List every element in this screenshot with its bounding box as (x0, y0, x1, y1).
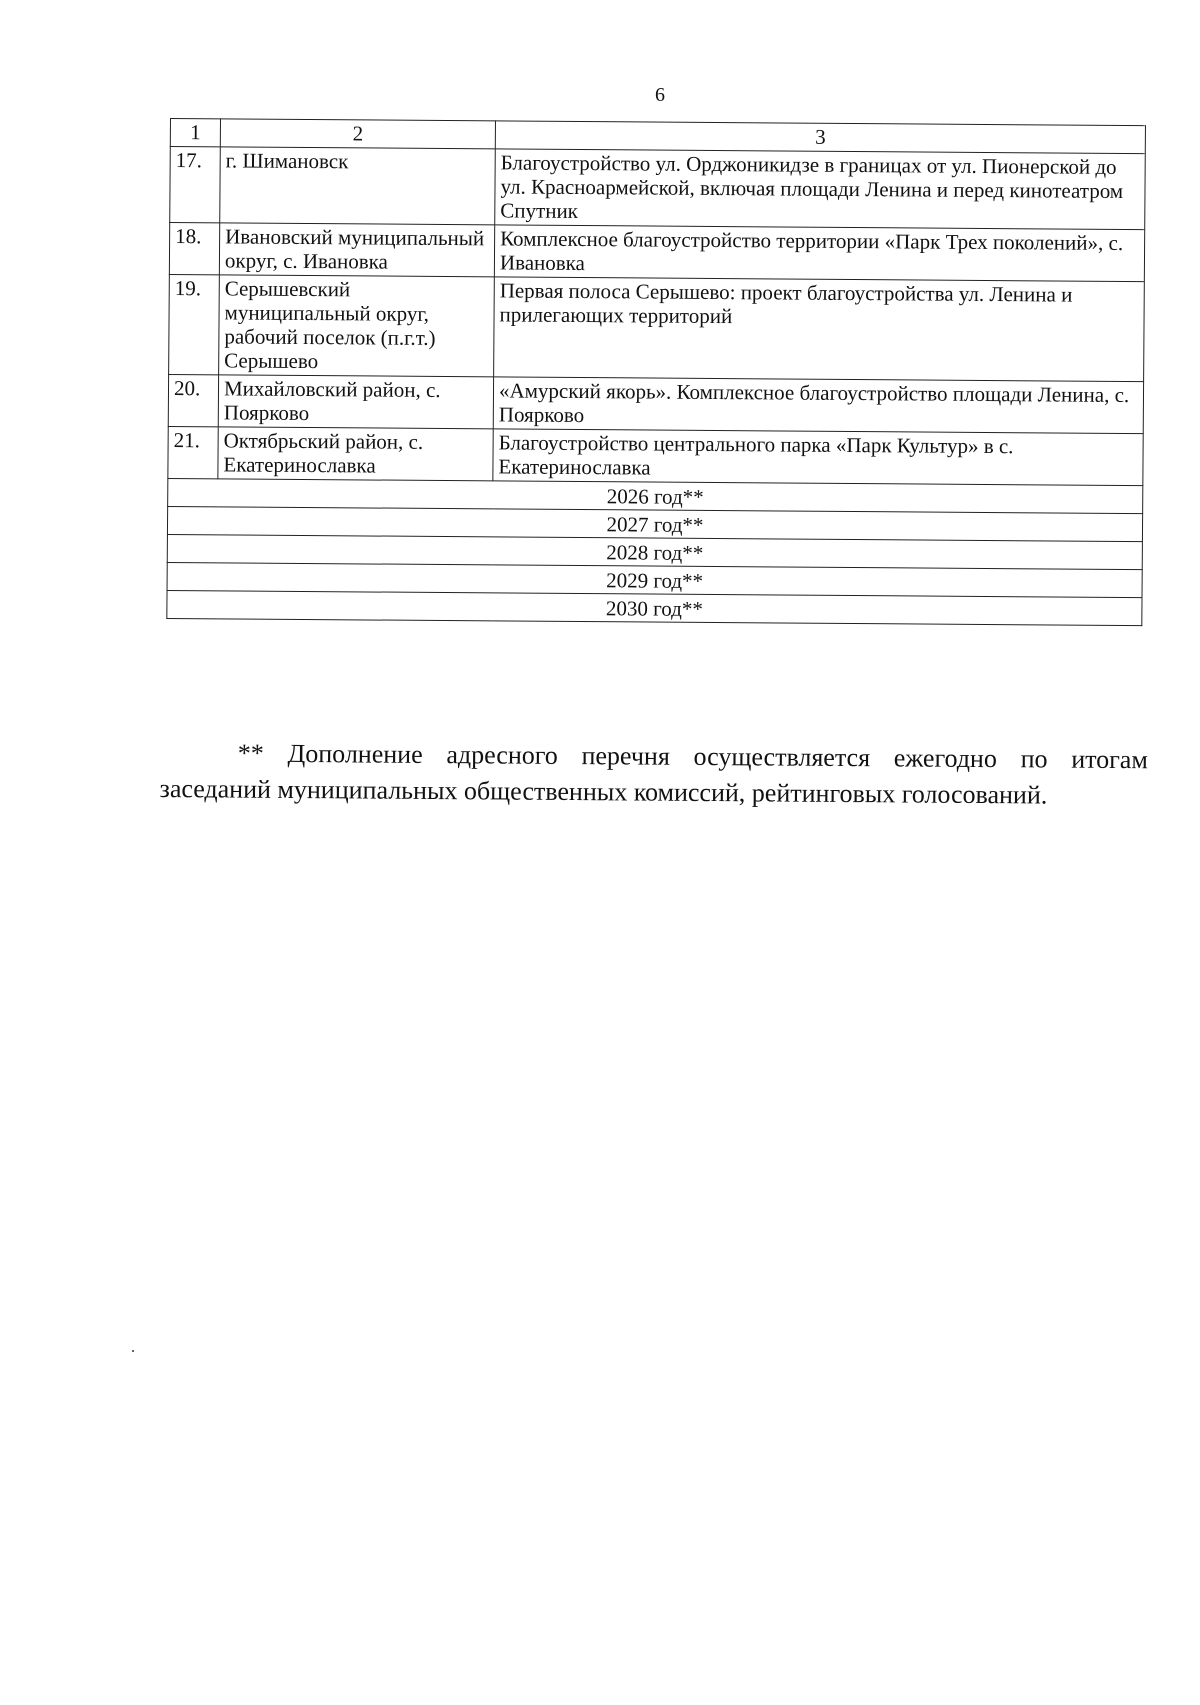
address-list-table (166, 118, 1146, 626)
scan-speck (132, 1350, 134, 1352)
row-place: г. Шимановск (220, 147, 496, 225)
footnote-line-2: заседаний муниципальных общественных комиссий, рейтинговых голосований. (159, 773, 1048, 810)
header-cell-2: 2 (220, 119, 495, 149)
table-row (168, 426, 1143, 485)
table-row (169, 223, 1144, 282)
row-project: Комплексное благоустройство территории «Парк Трех поколений», с. Ивановка (494, 225, 1144, 282)
row-place: Ивановский муниципальный округ, с. Ивановка (219, 223, 494, 277)
row-number: 21. (168, 426, 218, 478)
row-number: 19. (169, 274, 220, 374)
year-row-2030 (167, 590, 1142, 625)
footnote-line-1: ** Дополнение адресного перечня осуществляется ежегодно по итогам (237, 738, 1148, 775)
year-label: 2027 год** (167, 506, 1142, 541)
row-project: «Амурский якорь». Комплексное благоустройство площади Ленина, с. Поярково (493, 377, 1143, 434)
address-list-table-container (166, 118, 1145, 626)
year-label: 2026 год** (168, 478, 1143, 513)
row-number: 20. (168, 374, 218, 426)
header-cell-1: 1 (170, 119, 220, 147)
row-place: Серышевский муниципальный округ, рабочий поселок (п.г.т.) Серышево (219, 275, 495, 377)
row-project: Благоустройство ул. Орджоникидзе в границах от ул. Пионерской до ул. Красноармейской, включая площади Ленина и перед кинотеатром Спутник (495, 149, 1146, 230)
row-number: 18. (169, 223, 219, 275)
footnote (159, 735, 1148, 814)
table-row (169, 274, 1145, 381)
table-row (170, 147, 1146, 230)
row-place: Михайловский район, с. Поярково (218, 375, 493, 429)
year-label: 2030 год** (167, 590, 1142, 625)
page-number: 6 (655, 84, 665, 106)
year-label: 2028 год** (167, 534, 1142, 569)
year-label: 2029 год** (167, 562, 1142, 597)
table-row (168, 374, 1143, 433)
row-place: Октябрьский район, с. Екатеринославка (218, 427, 493, 481)
row-number: 17. (170, 147, 221, 223)
row-project: Благоустройство центрального парка «Парк Культур» в с. Екатеринославка (493, 429, 1143, 486)
header-cell-3: 3 (495, 121, 1145, 154)
row-project: Первая полоса Серышево: проект благоустройства ул. Ленина и прилегающих территорий (494, 277, 1145, 382)
